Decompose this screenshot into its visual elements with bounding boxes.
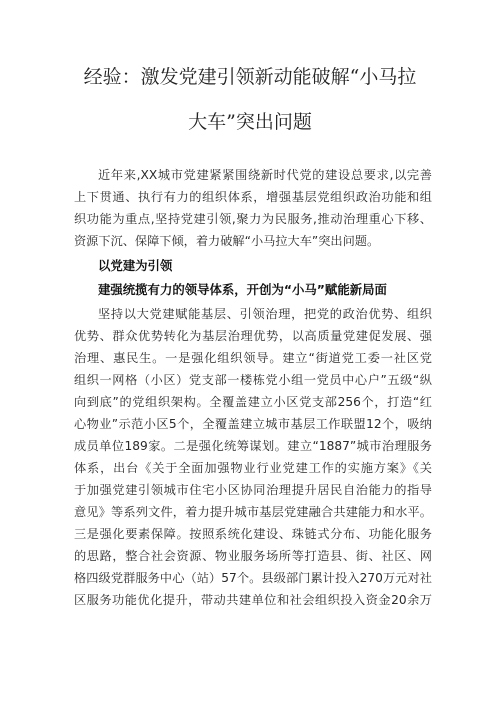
body-line: 于加强党建引领城市住宅小区协同治理提升居民自治能力的指导	[74, 483, 432, 497]
article-title-line-2: 大车”突出问题	[188, 111, 312, 133]
body-line: 三是强化要素保障。按照系统化建设、珠链式分布、功能化服务	[74, 527, 432, 541]
intro-line: 近年来,XX城市党建紧紧围绕新时代党的建设总要求,以完善	[98, 168, 432, 182]
body-line: 治理、惠民生。一是强化组织领导。建立“街道党工委一社区党	[74, 351, 432, 365]
intro-line: 织功能为重点,坚持党建引领,聚力为民服务,推动治理重心下移、	[74, 212, 432, 226]
body-line: 组织一网格（小区）党支部一楼栋党小组一党员中心户”五级“纵	[74, 373, 432, 387]
intro-line: 上下贯通、执行有力的组织体系，增强基层党组织政治功能和组	[74, 190, 432, 204]
body-line: 优势、群众优势转化为基层治理优势，以高质量党建促发展、强	[74, 329, 432, 343]
body-line: 向到底”的党组织架构。全覆盖建立小区党支部256个，打造“红	[74, 395, 432, 409]
article-title-line-1: 经验：激发党建引领新动能破解“小马拉	[83, 66, 417, 88]
body-line: 心物业”示范小区5个，全覆盖建立城市基层工作联盟12个，吸纳	[74, 417, 432, 431]
intro-line: 资源下沉、保障下倾，着力破解“小马拉大车”突出问题。	[74, 234, 380, 248]
section-heading: 以党建为引领	[98, 258, 173, 273]
body-line: 区服务功能优化提升，带动共建单位和社会组织投入资金20余万	[74, 593, 432, 607]
body-line: 的思路，整合社会资源、物业服务场所等打造县、街、社区、网	[74, 549, 432, 563]
body-line: 体系，出台《关于全面加强物业行业党建工作的实施方案》《关	[74, 461, 432, 475]
body-line: 坚持以大党建赋能基层、引领治理，把党的政治优势、组织	[98, 307, 432, 321]
body-line: 格四级党群服务中心（站）57个。县级部门累计投入270万元对社	[74, 571, 432, 585]
subheading: 建强统揽有力的领导体系，开创为“小马”赋能新局面	[98, 282, 387, 297]
body-line: 意见》等系列文件，着力提升城市基层党建融合共建能力和水平。	[74, 505, 432, 519]
body-line: 成员单位189家。二是强化统筹谋划。建立“1887”城市治理服务	[74, 439, 432, 453]
